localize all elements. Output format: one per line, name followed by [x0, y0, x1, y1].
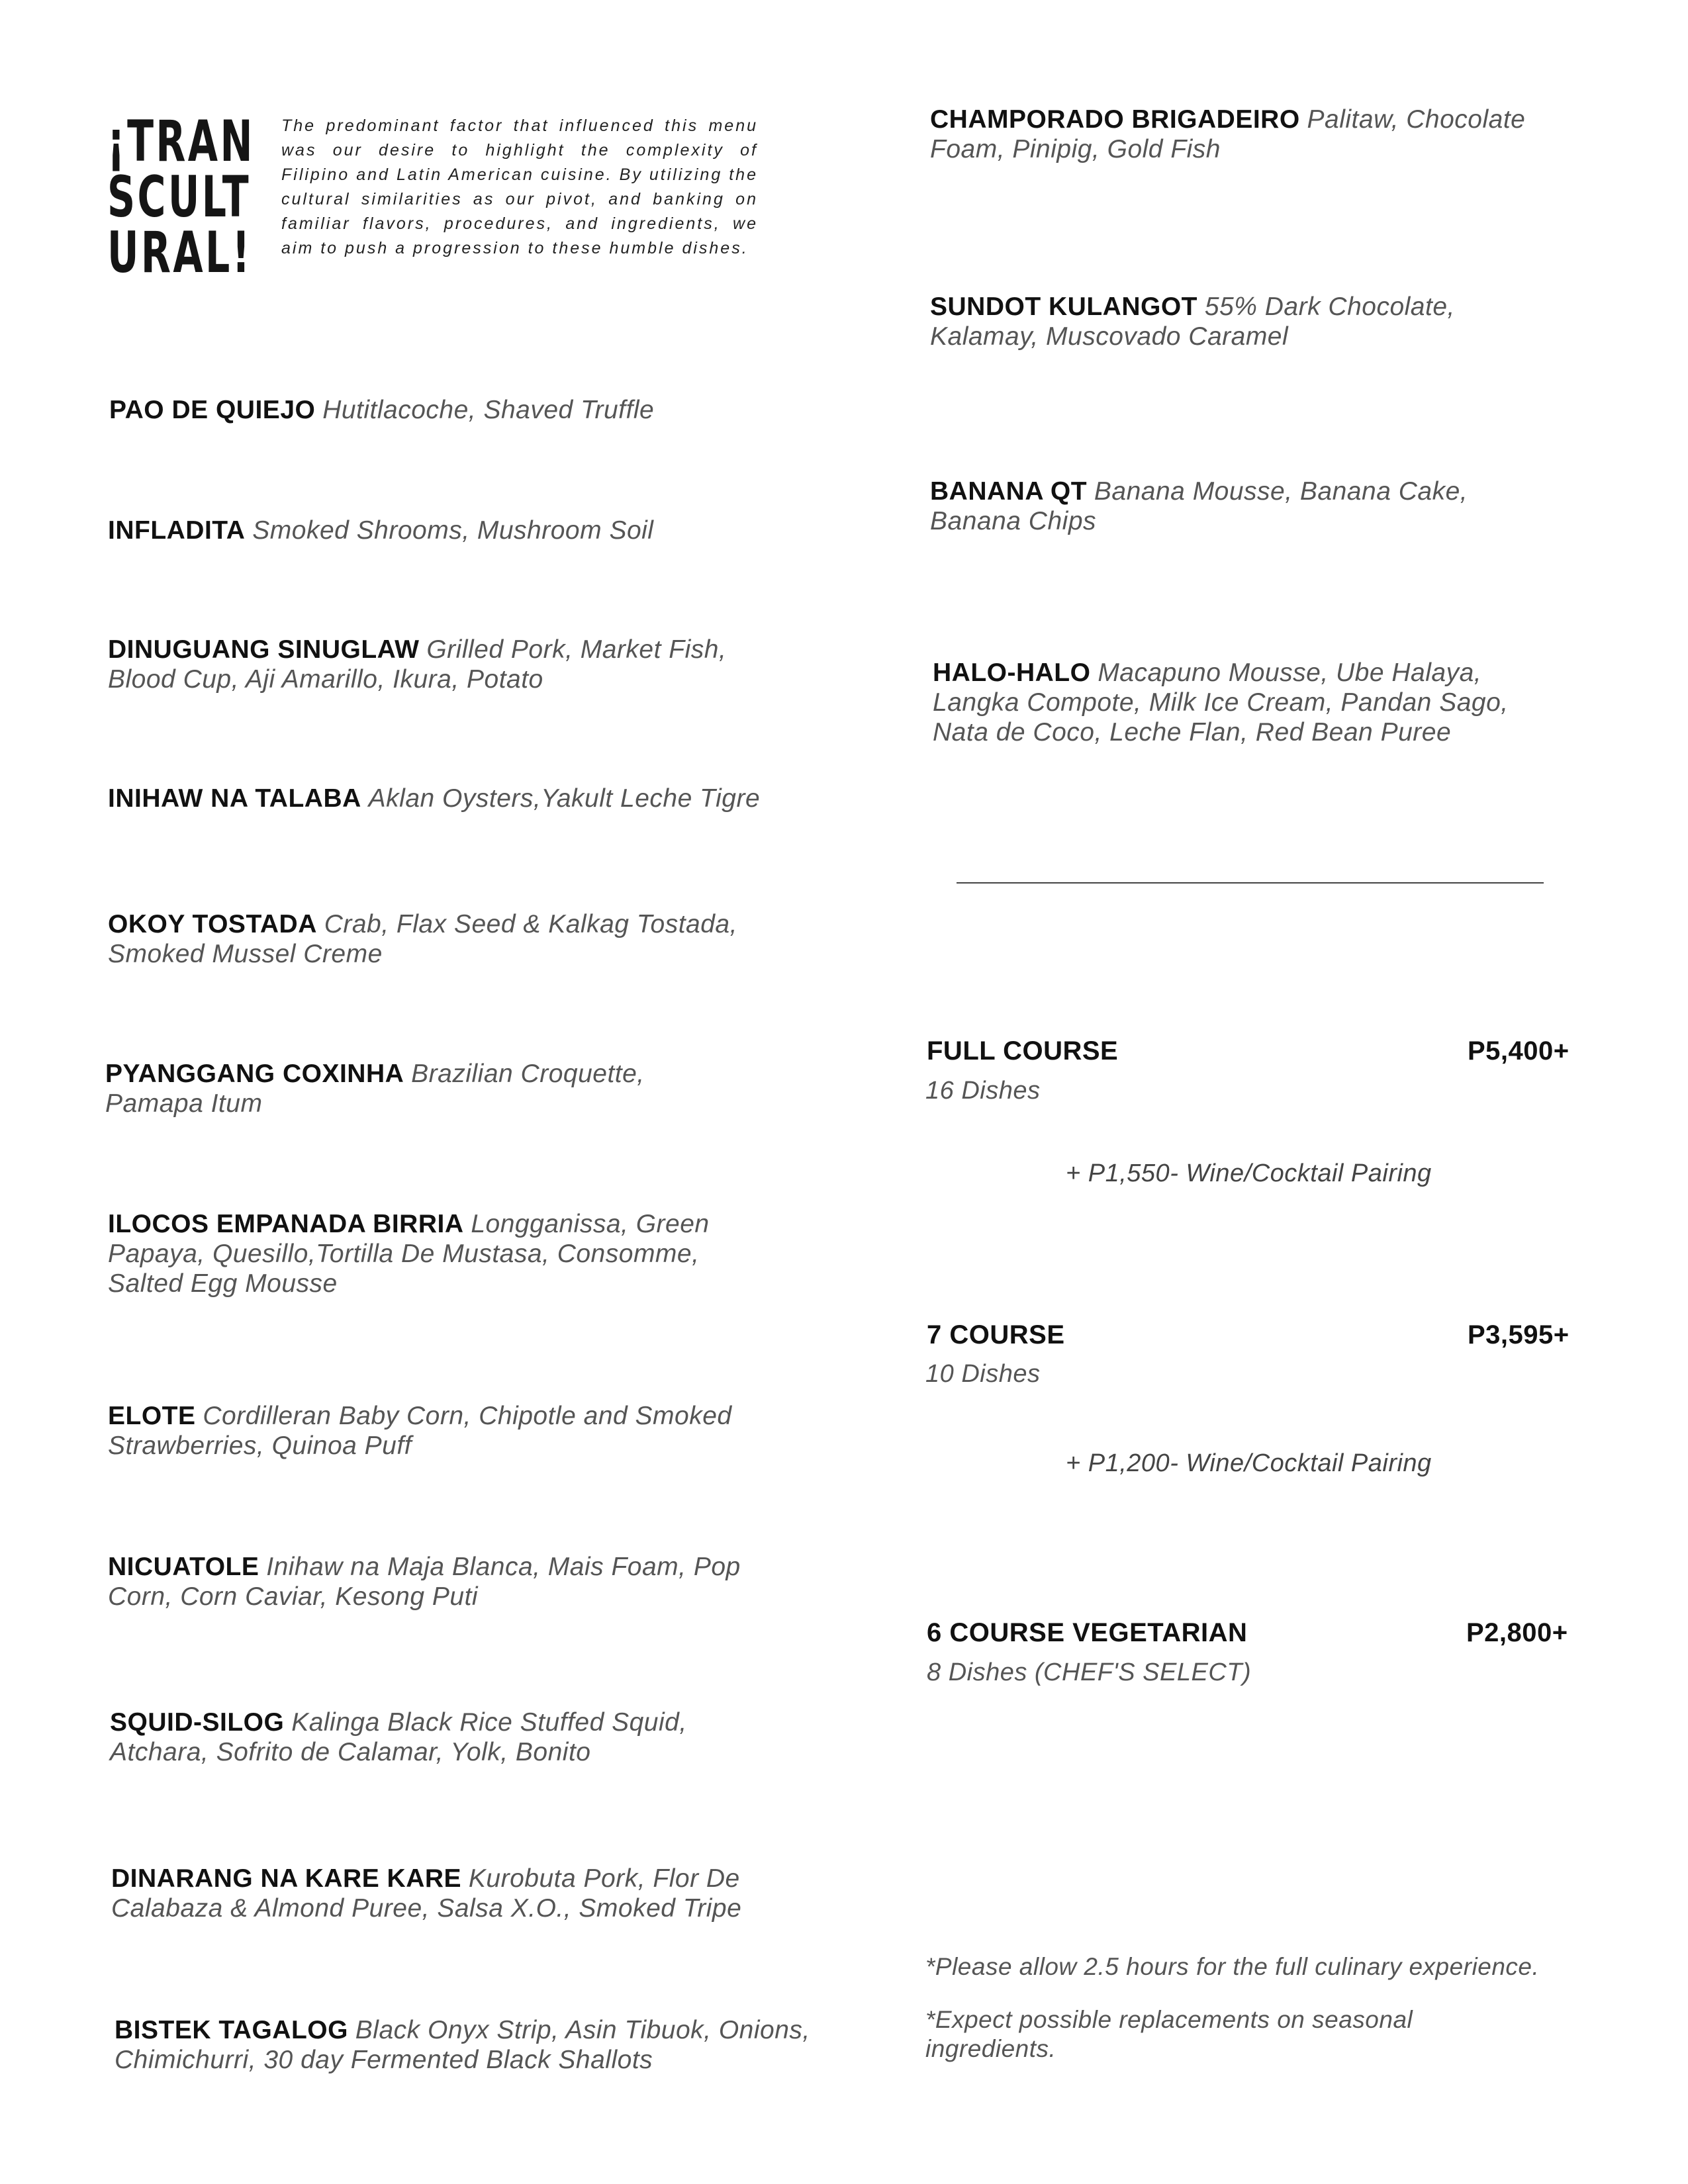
dessert-description: Banana Mousse, Banana Cake, Banana Chips [930, 477, 1468, 535]
course-dish-count: 10 Dishes [925, 1360, 1041, 1388]
menu-item [933, 658, 1562, 747]
menu-item [110, 1707, 772, 1767]
logo-line-1: ¡TRAN [107, 109, 255, 175]
dessert-description: Palitaw, Chocolate Foam, Pinipig, Gold Fish [930, 105, 1526, 163]
course-name: FULL COURSE [927, 1036, 1119, 1066]
course-name: 6 COURSE VEGETARIAN [927, 1618, 1248, 1647]
dessert-name: HALO-HALO [933, 659, 1091, 687]
menu-item [108, 516, 770, 545]
dish-description: Kurobuta Pork, Flor De Calabaza & Almond Puree, Salsa X.O., Smoked Tripe [111, 1864, 742, 1923]
menu-item [108, 1401, 783, 1461]
dish-name: ELOTE [108, 1402, 196, 1430]
logo-line-3: URAL! [107, 220, 252, 286]
intro-text: The predominant factor that influenced this menu was our desire to highlight the complexity of Filipino and Latin American cuisine. By utilizing the cultural similarities as our pivot, and banking on familiar flavors, procedures, and ingredients, we aim to push a progression to these humble dishes. [281, 116, 758, 257]
course-price: P3,595+ [1468, 1320, 1570, 1349]
course-price: P5,400+ [1468, 1036, 1570, 1066]
dish-description: Inihaw na Maja Blanca, Mais Foam, Pop Corn, Corn Caviar, Kesong Puti [108, 1553, 741, 1611]
menu-item [105, 1059, 701, 1118]
dish-name: NICUATOLE [108, 1553, 259, 1581]
dish-name: DINARANG NA KARE KARE [111, 1864, 462, 1893]
menu-item [108, 784, 803, 813]
menu-item [109, 395, 771, 425]
pairing-option: + P1,200- Wine/Cocktail Pairing [1066, 1449, 1432, 1477]
menu-item [930, 292, 1499, 351]
dish-name: DINUGUANG SINUGLAW [108, 635, 420, 664]
dish-description: Cordilleran Baby Corn, Chipotle and Smoked Strawberries, Quinoa Puff [108, 1402, 732, 1460]
menu-item [930, 105, 1566, 164]
duration-note: *Please allow 2.5 hours for the full culinary experience. [925, 1953, 1540, 1980]
dish-name: INFLADITA [108, 516, 246, 545]
replacement-note: *Expect possible replacements on seasonal ingredients. [925, 2006, 1413, 2062]
dish-description: Smoked Shrooms, Mushroom Soil [252, 516, 654, 545]
dish-name: BISTEK TAGALOG [115, 2016, 348, 2044]
course-dish-count: 8 Dishes (CHEF'S SELECT) [927, 1659, 1252, 1686]
menu-item [111, 1864, 780, 1923]
menu-item [115, 2015, 816, 2075]
logo-line-2: SCULT [107, 164, 252, 230]
dish-description: Brazilian Croquette, Pamapa Itum [105, 1060, 645, 1118]
dish-name: ILOCOS EMPANADA BIRRIA [108, 1210, 464, 1238]
dish-name: SQUID-SILOG [110, 1708, 285, 1737]
dessert-description: 55% Dark Chocolate, Kalamay, Muscovado Caramel [930, 293, 1455, 351]
dish-description: Kalinga Black Rice Stuffed Squid, Atchara, Sofrito de Calamar, Yolk, Bonito [110, 1708, 687, 1766]
dish-description: Grilled Pork, Market Fish, Blood Cup, Aji Amarillo, Ikura, Potato [108, 635, 727, 694]
course-name: 7 COURSE [927, 1320, 1065, 1349]
dessert-name: BANANA QT [930, 477, 1088, 506]
course-price: P2,800+ [1466, 1618, 1568, 1647]
dish-name: OKOY TOSTADA [108, 910, 317, 938]
dish-description: Hutitlacoche, Shaved Truffle [322, 396, 655, 424]
dish-description: Aklan Oysters,Yakult Leche Tigre [368, 784, 761, 813]
menu-item [108, 1209, 770, 1298]
menu-item [108, 635, 770, 694]
pairing-option: + P1,550- Wine/Cocktail Pairing [1066, 1160, 1432, 1187]
dessert-description: Macapuno Mousse, Ube Halaya, Langka Compote, Milk Ice Cream, Pandan Sago, Nata de Coco, Leche Flan, Red Bean Puree [933, 659, 1509, 747]
dish-description: Longganissa, Green Papaya, Quesillo,Tortilla De Mustasa, Consomme, Salted Egg Mousse [108, 1210, 710, 1298]
dish-description: Black Onyx Strip, Asin Tibuok, Onions, Chimichurri, 30 day Fermented Black Shallots [115, 2016, 810, 2074]
course-dish-count: 16 Dishes [925, 1077, 1041, 1105]
menu-item [108, 1552, 770, 1612]
dessert-name: SUNDOT KULANGOT [930, 293, 1197, 321]
dish-name: INIHAW NA TALABA [108, 784, 361, 813]
dish-description: Crab, Flax Seed & Kalkag Tostada, Smoked Mussel Creme [108, 910, 737, 968]
menu-item [930, 477, 1513, 536]
menu-item [108, 909, 770, 969]
menu-logo [107, 109, 255, 286]
dish-name: PYANGGANG COXINHA [105, 1060, 404, 1088]
dessert-name: CHAMPORADO BRIGADEIRO [930, 105, 1300, 134]
section-divider [957, 882, 1544, 884]
dish-name: PAO DE QUIEJO [109, 396, 316, 424]
